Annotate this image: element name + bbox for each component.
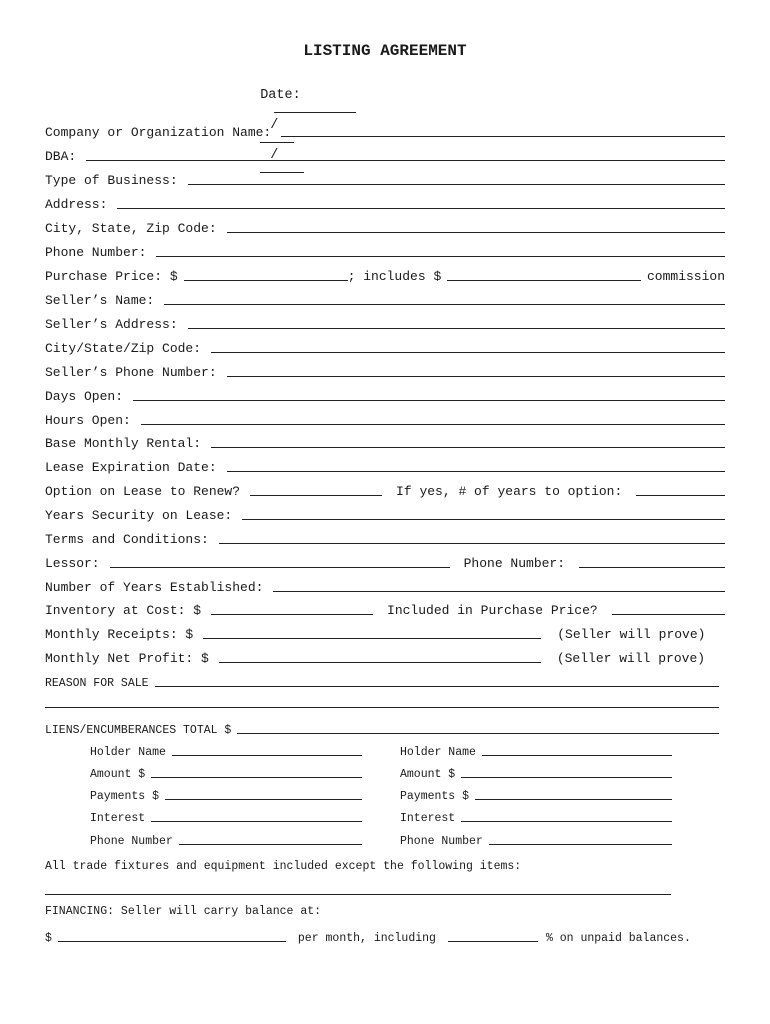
years-security-label: Years Security on Lease: (45, 508, 233, 523)
type-of-business-row (45, 170, 725, 188)
years-established-label: Number of Years Established: (45, 580, 264, 595)
included-in-price-label: Included in Purchase Price? (387, 603, 598, 618)
monthly-net-profit-note: (Seller will prove) (556, 651, 706, 666)
lien-2-holder-row (400, 743, 672, 759)
lien-2-payments-label: Payments $ (400, 790, 470, 803)
option-renew-field[interactable] (250, 495, 382, 496)
lien-2-amount-row (400, 765, 672, 781)
sellers-address-row (45, 314, 725, 332)
liens-total-label: LIENS/ENCUMBERANCES TOTAL $ (45, 724, 232, 737)
terms-row (45, 529, 725, 547)
lessor-label: Lessor: (45, 556, 100, 571)
years-to-option-label: If yes, # of years to option: (396, 484, 623, 499)
lien-2-amount-label: Amount $ (400, 768, 456, 781)
base-rental-label: Base Monthly Rental: (45, 436, 202, 451)
date-separator-2: / (270, 148, 279, 163)
monthly-net-profit-row (45, 648, 725, 666)
purchase-price-field[interactable] (184, 280, 348, 281)
sellers-address-label: Seller’s Address: (45, 317, 178, 332)
city-state-zip-2-row (45, 338, 725, 356)
address-label: Address: (45, 197, 108, 212)
financing-rate-field[interactable] (448, 941, 538, 942)
type-of-business-field[interactable] (188, 184, 725, 185)
lessor-phone-label: Phone Number: (463, 556, 566, 571)
purchase-price-row (45, 266, 725, 284)
sellers-phone-field[interactable] (227, 376, 725, 377)
phone-number-row (45, 242, 725, 260)
reason-for-sale-field-2[interactable] (45, 707, 719, 708)
date-month-field[interactable] (274, 112, 356, 113)
lease-expiration-label: Lease Expiration Date: (45, 460, 217, 475)
lien-2-interest-row (400, 809, 672, 825)
lien-2-amount-field[interactable] (461, 777, 672, 778)
lien-1-amount-label: Amount $ (90, 768, 146, 781)
sellers-phone-row (45, 362, 725, 380)
commission-label: commission (646, 269, 725, 284)
lease-expiration-field[interactable] (227, 471, 725, 472)
lien-1-payments-label: Payments $ (90, 790, 160, 803)
monthly-receipts-field[interactable] (203, 638, 541, 639)
lien-1-amount-row (90, 765, 362, 781)
city-state-zip-2-label: City/State/Zip Code: (45, 341, 202, 356)
hours-open-label: Hours Open: (45, 413, 131, 428)
financing-monthly-field[interactable] (58, 941, 286, 942)
address-field[interactable] (117, 208, 725, 209)
phone-number-label: Phone Number: (45, 245, 147, 260)
lien-2-interest-field[interactable] (461, 821, 672, 822)
years-to-option-field[interactable] (636, 495, 725, 496)
years-security-row (45, 505, 725, 523)
lien-1-interest-label: Interest (90, 812, 146, 825)
lease-expiration-row (45, 457, 725, 475)
lien-1-holder-row (90, 743, 362, 759)
city-state-zip-2-field[interactable] (211, 352, 725, 353)
financing-row (45, 927, 725, 945)
liens-total-row (45, 719, 719, 737)
dba-row (45, 146, 725, 164)
lien-2-interest-label: Interest (400, 812, 456, 825)
date-day-field[interactable] (260, 142, 294, 143)
address-row (45, 194, 725, 212)
lien-2-payments-field[interactable] (475, 799, 672, 800)
sellers-phone-label: Seller’s Phone Number: (45, 365, 217, 380)
date-separator-1: / (270, 118, 279, 133)
financing-dollar-label: $ (45, 932, 52, 945)
lien-1-holder-label: Holder Name (90, 746, 166, 759)
sellers-name-row (45, 290, 725, 308)
city-state-zip-field[interactable] (227, 232, 725, 233)
days-open-field[interactable] (133, 400, 725, 401)
financing-title: FINANCING: Seller will carry balance at: (45, 905, 322, 918)
base-rental-row (45, 433, 725, 451)
terms-field[interactable] (219, 543, 725, 544)
years-established-field[interactable] (273, 591, 725, 592)
reason-for-sale-row (45, 672, 719, 690)
monthly-net-profit-field[interactable] (219, 662, 541, 663)
date-label: Date: (260, 88, 301, 103)
lien-1-payments-row (90, 787, 362, 803)
reason-for-sale-label: REASON FOR SALE (45, 677, 149, 690)
hours-open-field[interactable] (141, 424, 725, 425)
option-renew-label: Option on Lease to Renew? (45, 484, 241, 499)
option-renew-row (45, 481, 725, 499)
lien-2-phone-label: Phone Number (400, 835, 483, 848)
lien-2-phone-field[interactable] (489, 844, 672, 845)
type-of-business-label: Type of Business: (45, 173, 178, 188)
city-state-zip-label: City, State, Zip Code: (45, 221, 217, 236)
sellers-address-field[interactable] (188, 328, 725, 329)
dba-label: DBA: (45, 149, 77, 164)
lessor-field[interactable] (110, 567, 450, 568)
years-established-row (45, 577, 725, 595)
lien-1-interest-field[interactable] (151, 821, 362, 822)
sellers-name-label: Seller’s Name: (45, 293, 155, 308)
years-security-field[interactable] (242, 519, 725, 520)
lien-2-holder-label: Holder Name (400, 746, 476, 759)
lien-1-phone-row (90, 832, 362, 848)
lien-2-payments-row (400, 787, 672, 803)
inventory-cost-row (45, 600, 725, 618)
lien-1-phone-label: Phone Number (90, 835, 173, 848)
inventory-cost-field[interactable] (211, 614, 373, 615)
page-title: LISTING AGREEMENT (303, 42, 467, 60)
lien-2-phone-row (400, 832, 672, 848)
company-name-row (45, 122, 725, 140)
financing-percent-label: % on unpaid balances. (545, 932, 691, 945)
monthly-receipts-label: Monthly Receipts: $ (45, 627, 194, 642)
purchase-includes-label: ; includes $ (347, 269, 442, 284)
commission-amount-field[interactable] (447, 280, 641, 281)
days-open-label: Days Open: (45, 389, 124, 404)
company-name-label: Company or Organization Name: (45, 125, 272, 140)
phone-number-field[interactable] (156, 256, 725, 257)
dba-field[interactable] (86, 160, 725, 161)
fixtures-text: All trade fixtures and equipment included except the following items: (45, 860, 522, 873)
monthly-receipts-note: (Seller will prove) (557, 627, 706, 642)
fixtures-exceptions-field[interactable] (45, 894, 671, 895)
purchase-price-label: Purchase Price: $ (45, 269, 178, 284)
lien-1-payments-field[interactable] (165, 799, 362, 800)
lien-1-amount-field[interactable] (151, 777, 362, 778)
liens-total-field[interactable] (237, 733, 719, 734)
lessor-phone-field[interactable] (579, 567, 725, 568)
city-state-zip-row (45, 218, 725, 236)
included-in-price-field[interactable] (612, 614, 725, 615)
days-open-row (45, 386, 725, 404)
terms-label: Terms and Conditions: (45, 532, 209, 547)
monthly-net-profit-label: Monthly Net Profit: $ (45, 651, 209, 666)
hours-open-row (45, 410, 725, 428)
sellers-name-field[interactable] (164, 304, 725, 305)
lien-1-phone-field[interactable] (179, 844, 362, 845)
reason-for-sale-field[interactable] (155, 686, 719, 687)
base-rental-field[interactable] (211, 447, 725, 448)
lien-2-holder-field[interactable] (482, 755, 672, 756)
lessor-row (45, 553, 725, 571)
lien-1-interest-row (90, 809, 362, 825)
inventory-cost-label: Inventory at Cost: $ (45, 603, 202, 618)
company-name-field[interactable] (281, 136, 725, 137)
monthly-receipts-row (45, 624, 725, 642)
financing-per-month-label: per month, including (297, 932, 436, 945)
lien-1-holder-field[interactable] (172, 755, 362, 756)
